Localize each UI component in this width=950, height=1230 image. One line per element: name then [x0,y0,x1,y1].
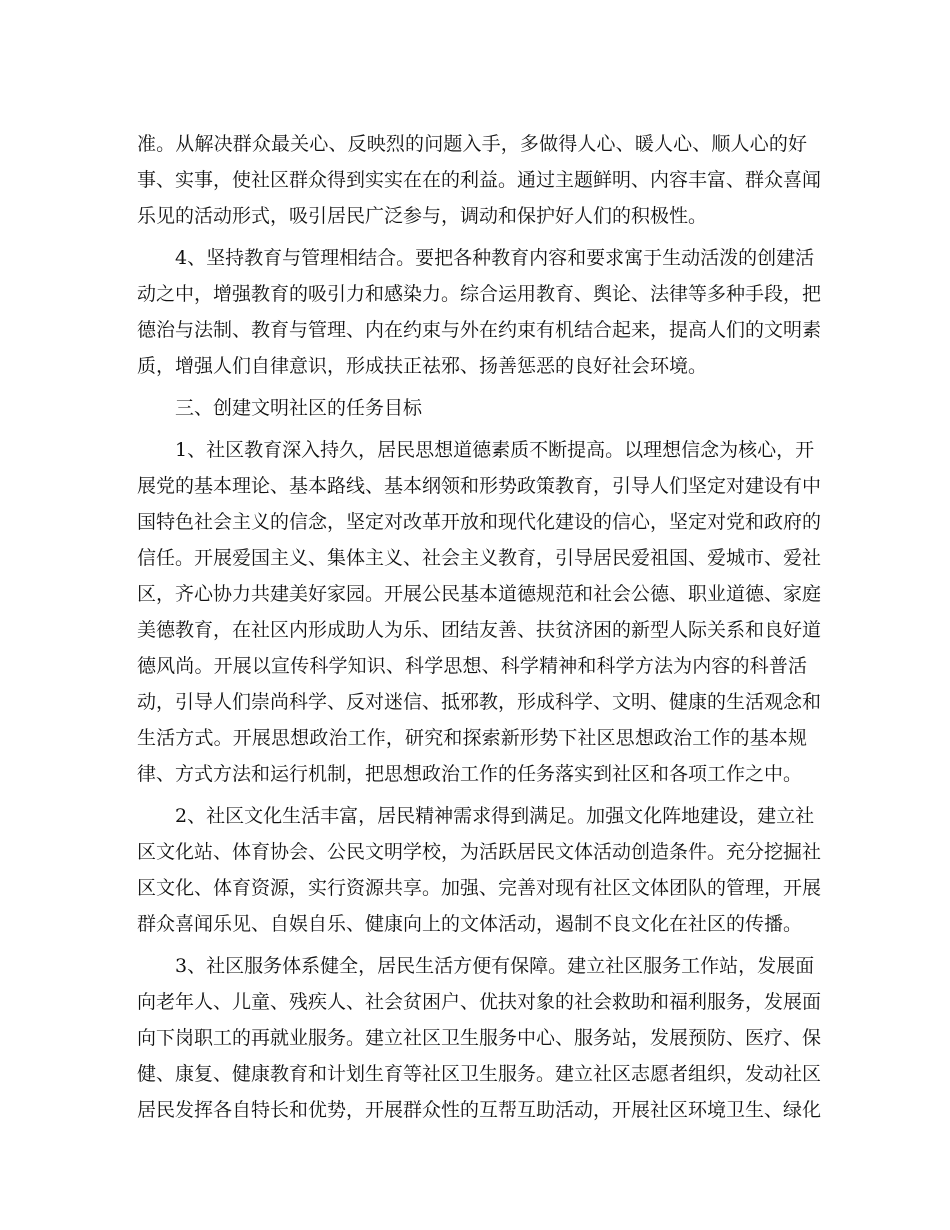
text-line: 居民发挥各自特长和优势，开展群众性的互帮互助活动，开展社区环境卫生、绿化 [137,1099,822,1121]
text-line: 德风尚。开展以宣传科学知识、科学思想、科学精神和科学方法为内容的科普活 [137,655,807,677]
text-line: 群众喜闻乐见、自娱自乐、健康向上的文体活动，遏制不良文化在社区的传播。 [137,913,803,935]
text-line: 三、创建文明社区的任务目标 [175,397,423,419]
document-body [137,126,822,1128]
text-line: 向下岗职工的再就业服务。建立社区卫生服务中心、服务站，发展预防、医疗、保 [137,1027,822,1049]
text-line: 律、方式方法和运行机制，把思想政治工作的任务落实到社区和各项工作之中。 [137,763,803,785]
text-line: 1、社区教育深入持久，居民思想道德素质不断提高。以理想信念为核心，开 [175,439,815,461]
text-line: 生活方式。开展思想政治工作，研究和探索新形势下社区思想政治工作的基本规 [137,727,807,749]
paragraph [137,390,807,426]
text-line: 国特色社会主义的信念，坚定对改革开放和现代化建设的信心，坚定对党和政府的 [137,511,822,533]
text-line: 健、康复、健康教育和计划生育等社区卫生服务。建立社区志愿者组织，发动社区 [137,1063,822,1085]
paragraph [137,126,822,234]
text-line: 准。从解决群众最关心、反映烈的问题入手，多做得人心、暖人心、顺人心的好 [137,133,807,155]
text-line: 动之中，增强教育的吸引力和感染力。综合运用教育、舆论、法律等多种手段，把 [137,283,822,305]
paragraph [137,948,822,1128]
paragraph [137,798,822,942]
text-line: 2、社区文化生活丰富，居民精神需求得到满足。加强文化阵地建设，建立社 [175,805,815,827]
text-line: 美德教育，在社区内形成助人为乐、团结友善、扶贫济困的新型人际关系和良好道 [137,619,822,641]
text-line: 动，引导人们崇尚科学、反对迷信、抵邪教，形成科学、文明、健康的生活观念和 [137,691,822,713]
text-line: 事、实事，使社区群众得到实实在在的利益。通过主题鲜明、内容丰富、群众喜闻 [137,169,822,191]
text-line: 德治与法制、教育与管理、内在约束与外在约束有机结合起来，提高人们的文明素 [137,319,822,341]
text-line: 展党的基本理论、基本路线、基本纲领和形势政策教育，引导人们坚定对建设有中 [137,475,822,497]
text-line: 向老年人、儿童、残疾人、社会贫困户、优扶对象的社会救助和福利服务，发展面 [137,991,822,1013]
text-line: 区文化、体育资源，实行资源共享。加强、完善对现有社区文体团队的管理，开展 [137,877,822,899]
text-line: 质，增强人们自律意识，形成扶正祛邪、扬善惩恶的良好社会环境。 [137,355,708,377]
text-line: 区，齐心协力共建美好家园。开展公民基本道德规范和社会公德、职业道德、家庭 [137,583,822,605]
paragraph [137,432,822,792]
text-line: 3、社区服务体系健全，居民生活方便有保障。建立社区服务工作站，发展面 [175,955,815,977]
text-line: 区文化站、体育协会、公民文明学校，为活跃居民文体活动创造条件。充分挖掘社 [137,841,822,863]
text-line: 乐见的活动形式，吸引居民广泛参与，调动和保护好人们的积极性。 [137,205,708,227]
paragraph [137,240,822,384]
text-line: 4、坚持教育与管理相结合。要把各种教育内容和要求寓于生动活泼的创建活 [175,247,815,269]
text-line: 信任。开展爱国主义、集体主义、社会主义教育，引导居民爱祖国、爱城市、爱社 [137,547,822,569]
